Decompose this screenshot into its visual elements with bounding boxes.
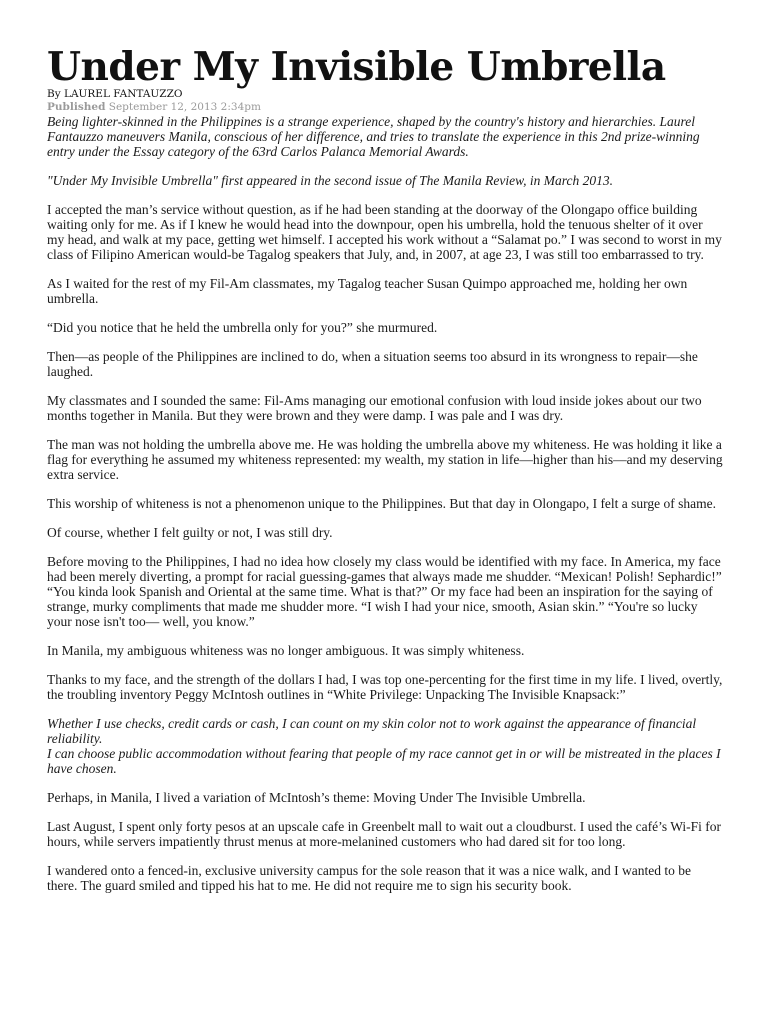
article	[47, 46, 723, 907]
paragraph: Thanks to my face, and the strength of the dollars I had, I was top one-percenting for the first time in my life. I lived, overtly, the troubling inventory Peggy McIntosh outlines in “White Privilege: Unpacking The Invisible Knapsack:”	[47, 672, 723, 702]
paragraph: I accepted the man’s service without question, as if he had been standing at the doorway of the Olongapo office building waiting only for me. As if I knew he would head into the downpour, open his umbrella, hold the tenuous shelter of it over my head, and walk at my pace, getting wet himself. I accepted his work without a “Salamat po.” I was second to worst in my class of Filipino American would-be Tagalog speakers that July, and, in 2007, at age 23, I was still too embarrassed to try.	[47, 202, 722, 262]
paragraph: I wandered onto a fenced-in, exclusive university campus for the sole reason that it was a nice walk, and I wanted to be there. The guard smiled and tipped his hat to me. He did not require me to sign his security book.	[47, 863, 692, 893]
article-intro: Being lighter-skinned in the Philippines is a strange experience, shaped by the country's history and hierarchies. Laurel Fantauzzo maneuvers Manila, conscious of her difference, and tries to translate the experience in this 2nd prize-winning entry under the Essay category of the 63rd Carlos Palanca Memorial Awards.	[47, 114, 700, 159]
paragraph: This worship of whiteness is not a phenomenon unique to the Philippines. But that day in Olongapo, I felt a surge of shame.	[47, 496, 717, 511]
paragraph: Last August, I spent only forty pesos at an upscale cafe in Greenbelt mall to wait out a cloudburst. I used the café’s Wi-Fi for hours, while servers impatiently thrust menus at more-melanined customers who had dared sit for too long.	[47, 819, 722, 849]
paragraph: In Manila, my ambiguous whiteness was no longer ambiguous. It was simply whiteness.	[47, 643, 525, 658]
published-date: September 12, 2013 2:34pm	[108, 101, 261, 113]
paragraph: Before moving to the Philippines, I had no idea how closely my class would be identified with my face. In America, my face had been merely diverting, a prompt for racial guessing-games that always made me shudder. “Mexican! Polish! Sephardic!” “You kinda look Spanish and Oriental at the same time. What is that?” Or my face had been an inspiration for the saying of strange, murky compliments that made me shudder more. “I wish I had your nice, smooth, Asian skin.” “You're so lucky your nose isn't too— well, you know.”	[47, 554, 722, 629]
paragraph: The man was not holding the umbrella above me. He was holding the umbrella above my whiteness. He was holding it like a flag for everything he assumed my whiteness represented: my wealth, my station in life—higher than his—and my deserving extra service.	[47, 437, 723, 482]
published-line	[47, 101, 723, 114]
block-quote	[47, 716, 723, 776]
paragraph: Of course, whether I felt guilty or not, I was still dry.	[47, 525, 333, 540]
published-label: Published	[47, 101, 106, 113]
quote-line: Whether I use checks, credit cards or cash, I can count on my skin color not to work against the appearance of financial reliability.	[47, 716, 697, 746]
byline[interactable]: By LAUREL FANTAUZZO	[47, 88, 183, 100]
first-appeared-note: "Under My Invisible Umbrella" first appeared in the second issue of The Manila Review, in March 2013.	[47, 173, 613, 188]
quote-line: I can choose public accommodation without fearing that people of my race cannot get in or will be mistreated in the places I have chosen.	[47, 746, 721, 776]
paragraph: Then—as people of the Philippines are inclined to do, when a situation seems too absurd in its wrongness to repair—she laughed.	[47, 349, 698, 379]
article-body	[47, 114, 723, 893]
article-title: Under My Invisible Umbrella	[47, 44, 666, 90]
paragraph: “Did you notice that he held the umbrella only for you?” she murmured.	[47, 320, 438, 335]
paragraph: Perhaps, in Manila, I lived a variation of McIntosh’s theme: Moving Under The Invisible Umbrella.	[47, 790, 586, 805]
paragraph: As I waited for the rest of my Fil-Am classmates, my Tagalog teacher Susan Quimpo approached me, holding her own umbrella.	[47, 276, 688, 306]
paragraph: My classmates and I sounded the same: Fil-Ams managing our emotional confusion with loud inside jokes about our two months together in Manila. But they were brown and they were damp. I was pale and I was dry.	[47, 393, 702, 423]
